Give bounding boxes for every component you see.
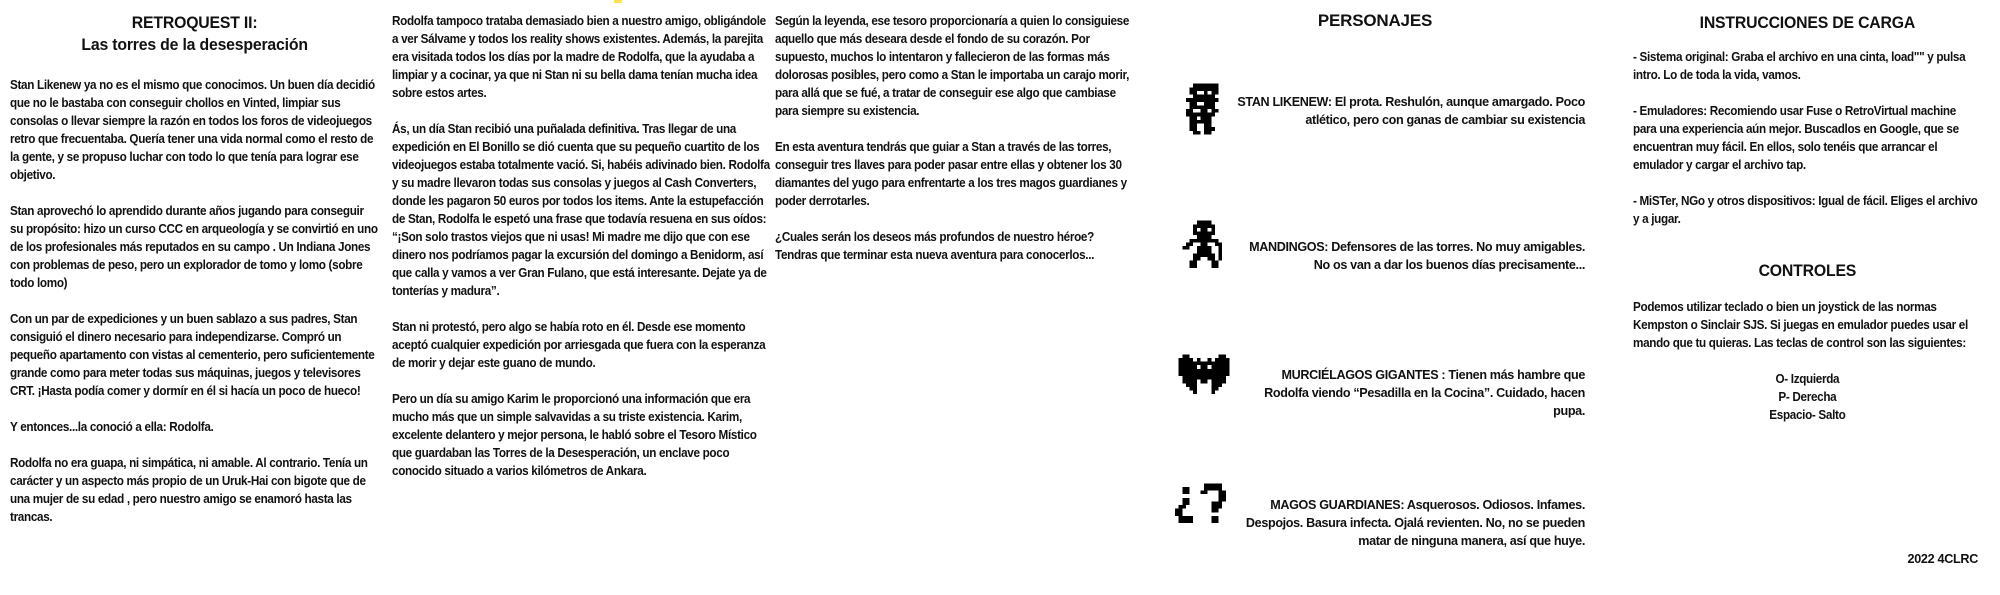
stan-sprite-icon bbox=[1175, 80, 1233, 138]
instruction-paragraph: - Sistema original: Graba el archivo en una cinta, load"" y pulsa intro. Lo de toda la vida, vamos. bbox=[1633, 50, 1966, 82]
character-description: MANDINGOS: Defensores de las torres. No muy amigables. No os van a dar los buenos días precisamente... bbox=[1249, 240, 1585, 272]
character-mandingos bbox=[1165, 217, 1585, 287]
instructions-title: INSTRUCCIONES DE CARGA bbox=[1699, 13, 1916, 32]
story-paragraph: Según la leyenda, ese tesoro proporcionaría a quien lo consiguiese aquello que más deseara desde el fondo de su corazón. Por supuesto, muchos lo intentaron y fallecieron de las formas más dolorosas posibles, pero como a Stan le importaba un carajo morir, para allá que se fué, a tratar de conseguir ese algo que cambiase para siempre su existencia. bbox=[775, 14, 1130, 118]
question-marks-icon bbox=[1175, 476, 1233, 534]
controls-title: CONTROLES bbox=[1758, 261, 1857, 280]
story-paragraph: Pero un día su amigo Karim le proporcionó una información que era mucho más que un simple salvavidas a su triste existencia. Karim, excelente delantero y mejor persona, le habló sobre el Tesoro Místico que guardaban las Torres de la Desesperación, un enclave poco conocido situado a varios kilómetros de Ankara. bbox=[392, 392, 757, 478]
instructions-column bbox=[1633, 12, 1982, 424]
characters-title: PERSONAJES bbox=[1317, 11, 1433, 30]
story-column-2 bbox=[392, 12, 771, 498]
story-column-1 bbox=[10, 12, 379, 544]
story-paragraph: Rodolfa no era guapa, ni simpática, ni amable. Al contrario. Tenía un carácter y un aspecto más propio de un Uruk-Hai con bigote que de una mujer de su edad , pero nuestro amigo se enamoró hasta las trancas. bbox=[10, 456, 368, 524]
characters-section bbox=[1165, 10, 1585, 548]
story-paragraph: Rodolfa tampoco trataba demasiado bien a nuestro amigo, obligándole a ver Sálvame y todos los reality shows existentes. Además, la parejita era visitada todos los días por la madre de Rodolfa, que la ayudaba a limpiar y a cocinar, ya que ni Stan ni su bella dama tenían mucha idea sobre estos artes. bbox=[392, 14, 766, 100]
control-key-right: P- Derecha bbox=[1778, 390, 1837, 404]
game-title bbox=[10, 12, 379, 56]
character-stan bbox=[1165, 80, 1585, 150]
bat-sprite-icon bbox=[1175, 347, 1233, 405]
story-paragraph: Stan aprovechó lo aprendido durante años jugando para conseguir su propósito: hizo un curso CCC en arqueología y se convirtió en uno de los profesionales más reputados en su campo . Un Indiana Jones con problemas de peso, pero un explorador de tomo y lomo (sobre todo lomo) bbox=[10, 204, 378, 290]
character-description: MURCIÉLAGOS GIGANTES : Tienen más hambre que Rodolfa viendo “Pesadilla en la Cocina”. Cuidado, hacen pupa. bbox=[1264, 368, 1585, 418]
mandingo-sprite-icon bbox=[1175, 217, 1233, 275]
controls-keys-list bbox=[1633, 370, 1982, 424]
character-bats bbox=[1165, 347, 1585, 417]
game-title-line2: Las torres de la desesperación bbox=[81, 35, 308, 54]
story-column-3 bbox=[775, 12, 1136, 282]
control-key-jump: Espacio- Salto bbox=[1769, 408, 1846, 422]
character-wizards bbox=[1165, 476, 1585, 546]
story-paragraph: ¿Cuales serán los deseos más profundos de nuestro héroe? Tendras que terminar esta nueva aventura para conocerlos... bbox=[775, 230, 1095, 262]
yellow-mark bbox=[614, 0, 622, 3]
character-description: MAGOS GUARDIANES: Asquerosos. Odiosos. Infames. Despojos. Basura infecta. Ojalá revienten. No, no se pueden matar de ninguna manera, así que huye. bbox=[1245, 498, 1585, 548]
controls-intro: Podemos utilizar teclado o bien un joystick de las normas Kempston o Sinclair SJS. Si juegas en emulador puedes usar el mando que tu quieras. Las teclas de control son las siguientes: bbox=[1633, 300, 1968, 350]
story-paragraph: En esta aventura tendrás que guiar a Stan a través de las torres, conseguir tres llaves para poder pasar entre ellas y obtener los 30 diamantes del yugo para enfrentarte a los tres magos guardianes y poder derrotarles. bbox=[775, 140, 1127, 208]
story-paragraph: Y entonces...la conoció a ella: Rodolfa. bbox=[10, 420, 214, 434]
credit-year-author: 2022 4CLRC bbox=[1907, 552, 1978, 566]
story-paragraph: Con un par de expediciones y un buen sablazo a sus padres, Stan consiguió el dinero necesario para independizarse. Compró un pequeño apartamento con vistas al cementerio, pero suficientemente grande como para meter todas sus máquinas, juegos y televisores CRT. ¡Hasta podía comer y dormír en él si hacía un poco de hueco! bbox=[10, 312, 375, 398]
character-description: STAN LIKENEW: El prota. Reshulón, aunque amargado. Poco atlético, pero con ganas de cambiar su existencia bbox=[1237, 95, 1585, 127]
instruction-paragraph: - Emuladores: Recomiendo usar Fuse o RetroVirtual machine para una experiencia aún mejor. Buscadlos en Google, que se encuentran muy fácil. En ellos, solo tenéis que arrancar el emulador y cargar el archivo tap. bbox=[1633, 104, 1959, 172]
game-title-line1: RETROQUEST II: bbox=[131, 13, 258, 32]
story-paragraph: Stan ni protestó, pero algo se había roto en él. Desde ese momento aceptó cualquier expedición por arriesgada que fuera con la esperanza de morir y dejar este guano de mundo. bbox=[392, 320, 766, 370]
story-paragraph: Ás, un día Stan recibió una puñalada definitiva. Tras llegar de una expedición en El Bonillo se dió cuenta que su pequeño cuartito de los videojuegos estaba totalmente vació. Si, habéis adivinado bien. Rodolfa y su madre llevaron todas sus consolas y juegos al Cash Converters, donde les pagaron 50 euros por todos los items. Ante la estupefacción de Stan, Rodolfa le espetó una frase que todavía resuena en sus oídos: “¡Son solo trastos viejos que ni usas! Mi madre me dijo que con ese dinero nos podríamos pagar la excursión del domingo a Benidorm, así que calla y vamos a ver Gran Fulano, que está interesante. Dejate ya de tonterías y madura”. bbox=[392, 122, 770, 298]
story-paragraph: Stan Likenew ya no es el mismo que conocimos. Un buen día decidió que no le bastaba con conseguir chollos en Vinted, limpiar sus consolas o llevar siempre la razón en todos los foros de videojuegos retro que frecuentaba. Quería tener una vida normal como el resto de la gente, y se propuso luchar con todo lo que tenía para lograr ese objetivo. bbox=[10, 78, 375, 182]
control-key-left: O- Izquierda bbox=[1775, 372, 1840, 386]
instruction-paragraph: - MiSTer, NGo y otros dispositivos: Igual de fácil. Eliges el archivo y a jugar. bbox=[1633, 194, 1978, 226]
